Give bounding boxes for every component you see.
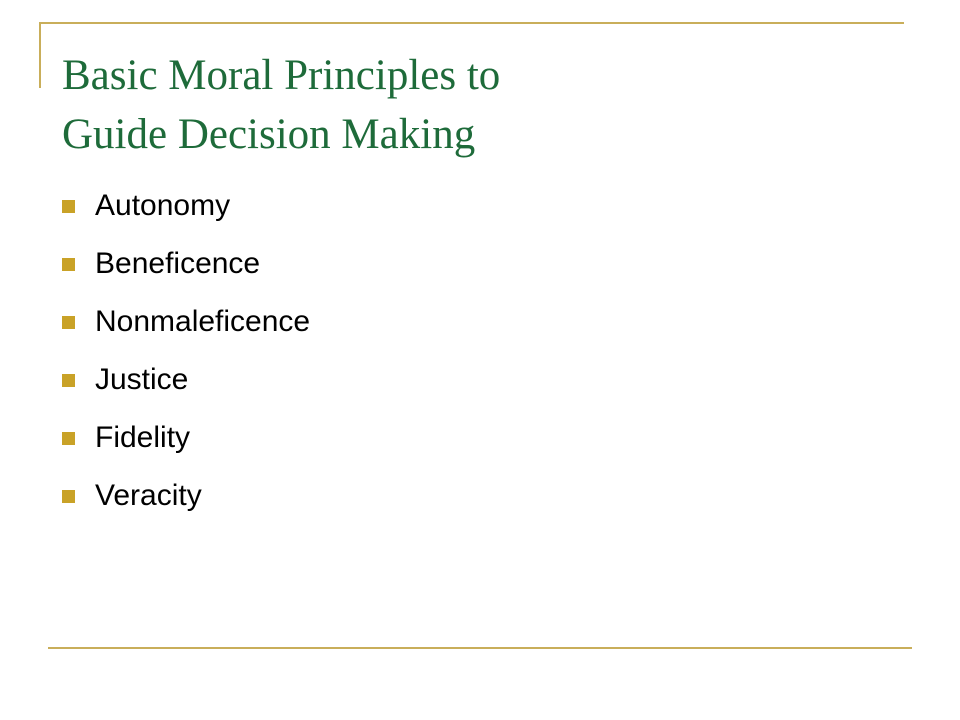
- bullet-text: Nonmaleficence: [95, 305, 311, 338]
- bullet-text: Fidelity: [95, 421, 191, 454]
- bullet-item-fidelity: [62, 409, 310, 467]
- bullet-text: Autonomy: [95, 189, 231, 222]
- bullet-square-icon: [62, 200, 75, 213]
- bullet-square-icon: [62, 258, 75, 271]
- bullet-square-icon: [62, 374, 75, 387]
- slide-title-line-1: Basic Moral Principles to: [62, 52, 501, 99]
- bullet-item-autonomy: [62, 177, 310, 235]
- bullet-text: Justice: [95, 363, 189, 396]
- bullet-square-icon: [62, 316, 75, 329]
- left-rule: [39, 22, 41, 88]
- top-rule: [39, 22, 904, 24]
- slide-title: [62, 46, 862, 164]
- slide-title-line-2: Guide Decision Making: [62, 111, 476, 158]
- bullet-square-icon: [62, 490, 75, 503]
- bullet-item-beneficence: [62, 235, 310, 293]
- bullet-text: Veracity: [95, 479, 202, 512]
- bullet-item-justice: [62, 351, 310, 409]
- bullet-text: Beneficence: [95, 247, 261, 280]
- bullet-square-icon: [62, 432, 75, 445]
- bullet-item-nonmaleficence: [62, 293, 310, 351]
- bullet-list: [62, 177, 310, 525]
- bullet-item-veracity: [62, 467, 310, 525]
- bottom-rule: [48, 647, 912, 649]
